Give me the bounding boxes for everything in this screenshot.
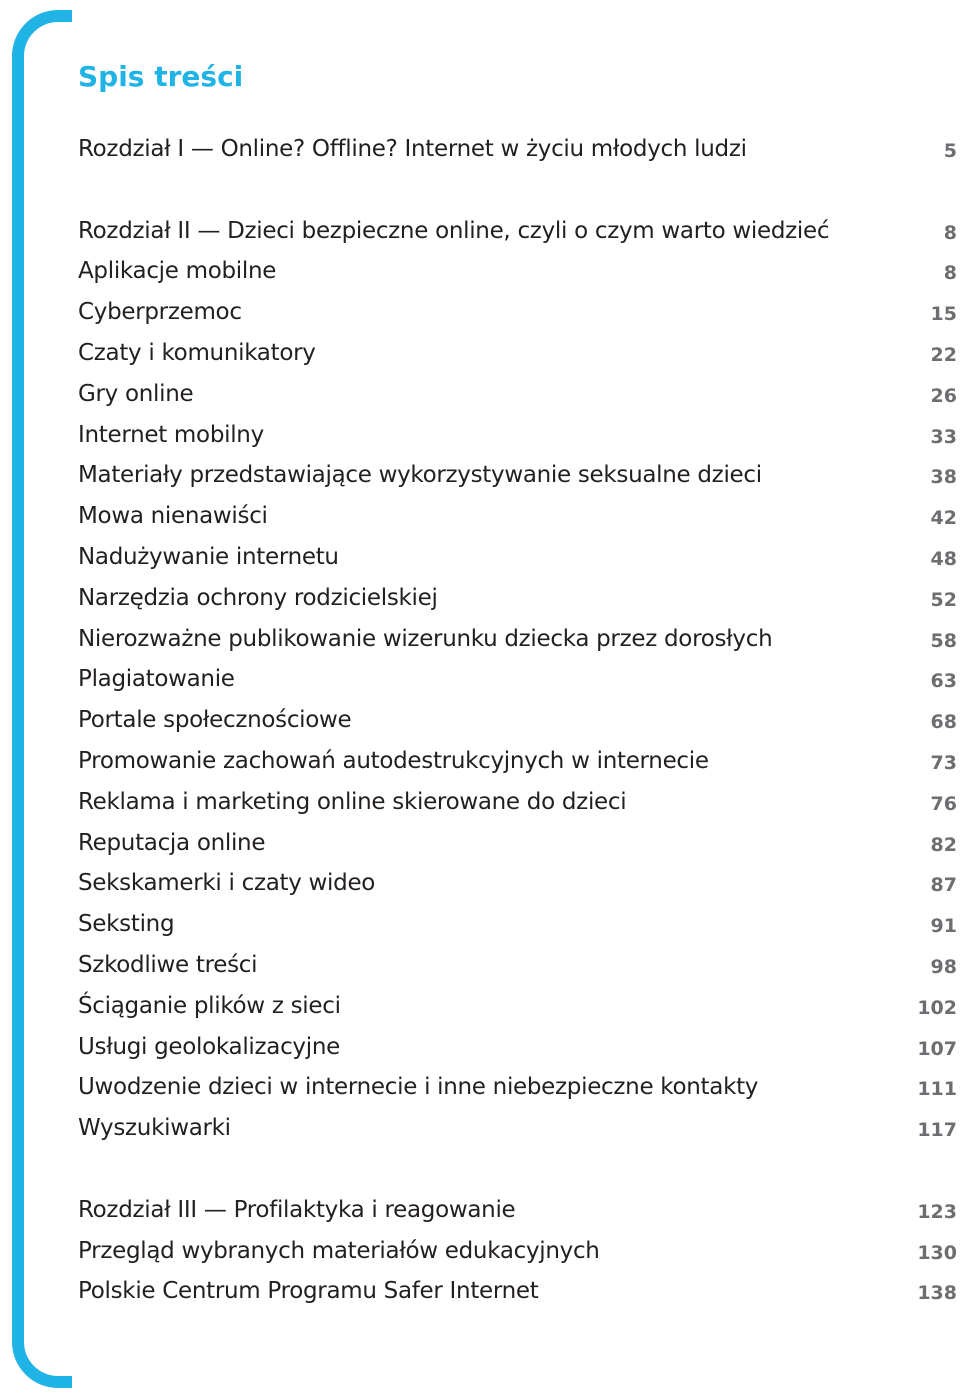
toc-entry-title: Narzędzia ochrony rodzicielskiej <box>78 584 438 611</box>
toc-entry-title: Ściąganie plików z sieci <box>78 992 341 1019</box>
toc-entry[interactable] <box>78 1067 960 1108</box>
page-title: Spis treści <box>78 60 244 93</box>
toc-entry-page-number: 5 <box>943 140 957 162</box>
toc-entry-title: Mowa nienawiści <box>78 503 268 530</box>
toc-entry-page-number: 48 <box>930 547 957 570</box>
toc-entry-title: Rozdział II — Dzieci bezpieczne online, czyli o czym warto wiedzieć <box>78 217 830 244</box>
toc-entry-title: Uwodzenie dzieci w internecie i inne niebezpieczne kontakty <box>78 1074 759 1101</box>
toc-entry-page-number: 98 <box>930 955 957 978</box>
toc-entry-page-number: 15 <box>930 303 957 326</box>
toc-entry-page-number: 73 <box>930 751 957 774</box>
toc-entry[interactable] <box>78 211 960 252</box>
toc-entry[interactable] <box>78 863 960 904</box>
toc-entry[interactable] <box>78 333 960 374</box>
toc-entry[interactable] <box>78 700 960 741</box>
toc-entry-page-number: 107 <box>917 1037 957 1060</box>
toc-entry-title: Rozdział I — Online? Offline? Internet w życiu młodych ludzi <box>78 136 747 162</box>
toc-entry-title: Usługi geolokalizacyjne <box>78 1033 340 1060</box>
toc-entry-title: Rozdział III — Profilaktyka i reagowanie <box>78 1196 516 1223</box>
toc-entry-title: Polskie Centrum Programu Safer Internet <box>78 1278 539 1305</box>
toc-entry-title: Szkodliwe treści <box>78 951 258 978</box>
toc-entry-page-number: 138 <box>917 1282 957 1305</box>
toc-entry-page-number: 130 <box>917 1241 957 1264</box>
toc-entry-page-number: 52 <box>930 588 957 611</box>
toc-entry-page-number: 8 <box>943 262 957 285</box>
toc-entry[interactable] <box>78 129 960 170</box>
toc-entry[interactable] <box>78 292 960 333</box>
toc-entry-page-number: 63 <box>930 670 957 693</box>
toc-entry-page-number: 76 <box>930 792 957 815</box>
toc-entry-title: Sekskamerki i czaty wideo <box>78 870 376 897</box>
toc-entry[interactable] <box>78 1271 960 1312</box>
toc-entry-title: Cyberprzemoc <box>78 299 242 326</box>
decorative-bracket <box>12 10 72 1388</box>
toc-entry-title: Seksting <box>78 911 175 938</box>
toc-entry-page-number: 33 <box>930 425 957 448</box>
toc-entry-title: Reputacja online <box>78 829 266 856</box>
toc-entry-page-number: 87 <box>930 874 957 897</box>
toc-entry-page-number: 111 <box>917 1078 957 1101</box>
toc-entry-page-number: 42 <box>930 507 957 530</box>
toc-entry-page-number: 22 <box>930 343 957 366</box>
toc-entry[interactable] <box>78 1190 960 1231</box>
toc-entry[interactable] <box>78 1231 960 1272</box>
toc-entry-page-number: 68 <box>930 711 957 734</box>
toc-entry-page-number: 26 <box>930 384 957 407</box>
toc-entry-page-number: 102 <box>917 996 957 1019</box>
toc-entry[interactable] <box>78 374 960 415</box>
toc-entry-title: Gry online <box>78 380 194 407</box>
toc-entry-title: Reklama i marketing online skierowane do dzieci <box>78 788 627 815</box>
toc-entry[interactable] <box>78 904 960 945</box>
toc-entry[interactable] <box>78 782 960 823</box>
toc-entry-title: Materiały przedstawiające wykorzystywanie seksualne dzieci <box>78 462 762 489</box>
toc-entry-page-number: 82 <box>930 833 957 856</box>
toc-entry-title: Nierozważne publikowanie wizerunku dziecka przez dorosłych <box>78 625 773 652</box>
toc-entry[interactable] <box>78 415 960 456</box>
toc-entry-page-number: 38 <box>930 466 957 489</box>
toc-entry-page-number: 123 <box>917 1200 957 1223</box>
toc-entry-title: Aplikacje mobilne <box>78 258 277 285</box>
toc-entry-page-number: 8 <box>943 221 957 244</box>
toc-entry[interactable] <box>78 1108 960 1149</box>
toc-entry-title: Nadużywanie internetu <box>78 543 339 570</box>
toc-entry-page-number: 117 <box>917 1119 957 1142</box>
toc-entry[interactable] <box>78 823 960 864</box>
toc-entry[interactable] <box>78 659 960 700</box>
toc-entry[interactable] <box>78 251 960 292</box>
toc-entry[interactable] <box>78 455 960 496</box>
toc-entry-title: Wyszukiwarki <box>78 1115 231 1142</box>
toc-entry-title: Czaty i komunikatory <box>78 339 316 366</box>
toc-entry[interactable] <box>78 496 960 537</box>
toc-entry[interactable] <box>78 986 960 1027</box>
toc-entry-page-number: 58 <box>930 629 957 652</box>
toc-entry-title: Portale społecznościowe <box>78 707 352 734</box>
toc-entry[interactable] <box>78 578 960 619</box>
toc-entry[interactable] <box>78 945 960 986</box>
toc-entry-title: Internet mobilny <box>78 421 264 448</box>
toc-entry[interactable] <box>78 1027 960 1068</box>
toc-entry-title: Plagiatowanie <box>78 666 235 693</box>
toc-entry-title: Promowanie zachowań autodestrukcyjnych w internecie <box>78 747 709 774</box>
toc-entry[interactable] <box>78 619 960 660</box>
table-of-contents <box>78 129 960 1312</box>
toc-entry[interactable] <box>78 537 960 578</box>
toc-entry-page-number: 91 <box>930 915 957 938</box>
toc-entry[interactable] <box>78 741 960 782</box>
toc-entry-title: Przegląd wybranych materiałów edukacyjnych <box>78 1237 600 1264</box>
